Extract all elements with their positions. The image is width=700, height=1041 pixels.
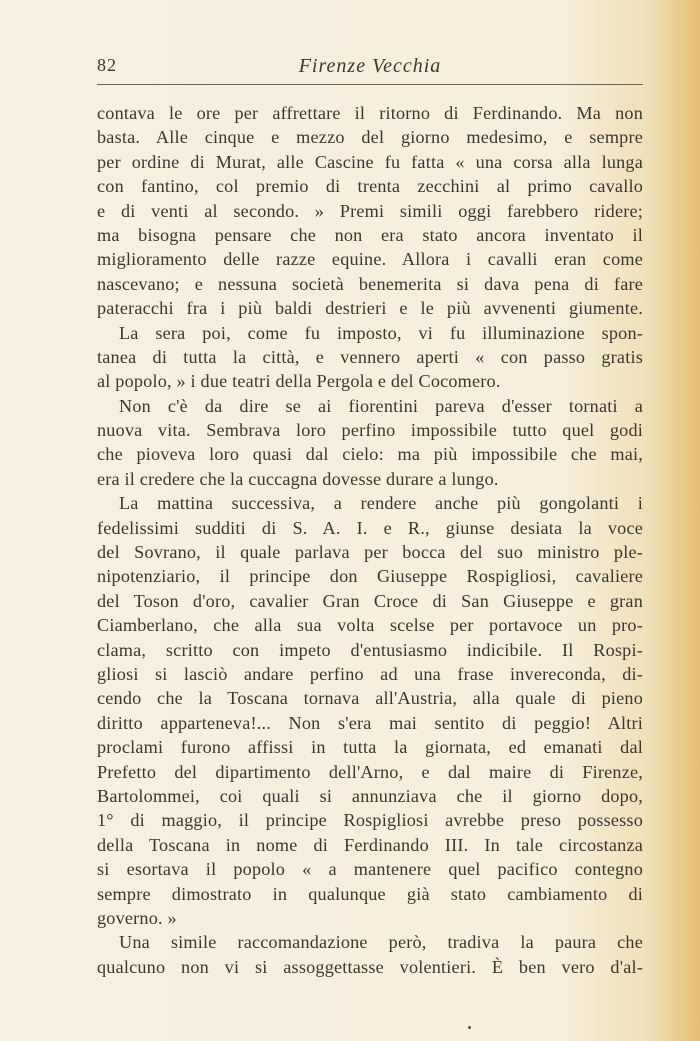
page-number: 82 — [97, 55, 117, 75]
text-line: Prefetto del dipartimento dell'Arno, e dal maire di Firenze, — [97, 761, 643, 782]
text-line: diritto apparteneva!... Non s'era mai sentito di peggio! Altri — [97, 712, 643, 733]
text-line: nascevano; e nessuna società benemerita si dava pena di fare — [97, 273, 643, 294]
text-line: cendo che la Toscana tornava all'Austria, alla quale di pieno — [97, 688, 643, 709]
paragraph-start-line: La sera poi, come fu imposto, vi fu illuminazione spon- — [119, 322, 643, 343]
paragraph-start-line: Una simile raccomandazione però, tradiva la paura che — [119, 932, 643, 953]
text-line: per ordine di Murat, alle Cascine fu fatta « una corsa alla lunga — [97, 151, 643, 172]
text-line: si esortava il popolo « a mantenere quel pacifico contegno — [97, 859, 643, 880]
text-line: nuova vita. Sembrava loro perfino impossibile tutto quel godi — [97, 420, 643, 441]
text-line: clama, scritto con impeto d'entusiasmo indicibile. Il Rospi- — [97, 639, 643, 660]
text-line: miglioramento delle razze equine. Allora i cavalli eran come — [97, 249, 643, 270]
text-line: sempre dimostrato in qualunque già stato cambiamento di — [97, 883, 643, 904]
text-line: contava le ore per affrettare il ritorno di Ferdinando. Ma non — [97, 103, 643, 123]
text-line: fedelissimi sudditi di S. A. I. e R., giunse desiata la voce — [97, 517, 643, 538]
running-title: Firenze Vecchia — [298, 55, 442, 77]
text-line: del Sovrano, il quale parlava per bocca del suo ministro ple- — [97, 542, 643, 563]
paragraph-start-line: Non c'è da dire se ai fiorentini pareva d'esser tornati a — [119, 395, 643, 416]
text-line: che pioveva loro quasi dal cielo: ma più impossibile che mai, — [97, 444, 643, 465]
page-header — [97, 55, 643, 85]
text-line: tanea di tutta la città, e vennero aperti « con passo gratis — [97, 346, 643, 367]
text-line: Bartolommei, coi quali si annunziava che il giorno dopo, — [97, 785, 643, 806]
text-line: con fantino, col premio di trenta zecchini al primo cavallo — [97, 176, 643, 197]
text-line: della Toscana in nome di Ferdinando III. In tale circostanza — [97, 834, 643, 855]
page-speck — [468, 1026, 471, 1029]
text-line: e di venti al secondo. » Premi simili oggi farebbero ridere; — [97, 200, 643, 221]
text-line: nipotenziario, il principe don Giuseppe Rospigliosi, cavaliere — [97, 566, 643, 587]
paragraph-end-line: al popolo, » i due teatri della Pergola e del Cocomero. — [97, 371, 501, 392]
paragraph-end-line: era il credere che la cuccagna dovesse durare a lungo. — [97, 468, 499, 489]
text-line: ma bisogna pensare che non era stato ancora inventato il — [97, 224, 643, 245]
text-line: del Toson d'oro, cavalier Gran Croce di San Giuseppe e gran — [97, 590, 643, 611]
text-line: 1° di maggio, il principe Rospigliosi avrebbe preso possesso — [97, 810, 643, 831]
body-text — [97, 101, 643, 979]
text-line: gliosi si lasciò andare perfino ad una frase invereconda, di- — [97, 663, 643, 684]
paragraph-start-line: La mattina successiva, a rendere anche più gongolanti i — [119, 493, 643, 514]
text-line: pateracchi fra i più baldi destrieri e le più avvenenti giumente. — [97, 298, 643, 319]
paragraph-end-line: governo. » — [97, 907, 177, 928]
text-line: qualcuno non vi si assoggettasse volentieri. È ben vero d'al- — [97, 956, 643, 977]
text-line: proclami furono affissi in tutta la giornata, ed emanati dal — [97, 737, 643, 758]
text-line: Ciamberlano, che alla sua volta scelse per portavoce un pro- — [97, 615, 643, 636]
text-line: basta. Alle cinque e mezzo del giorno medesimo, e sempre — [97, 127, 643, 148]
header-rule — [97, 84, 643, 85]
